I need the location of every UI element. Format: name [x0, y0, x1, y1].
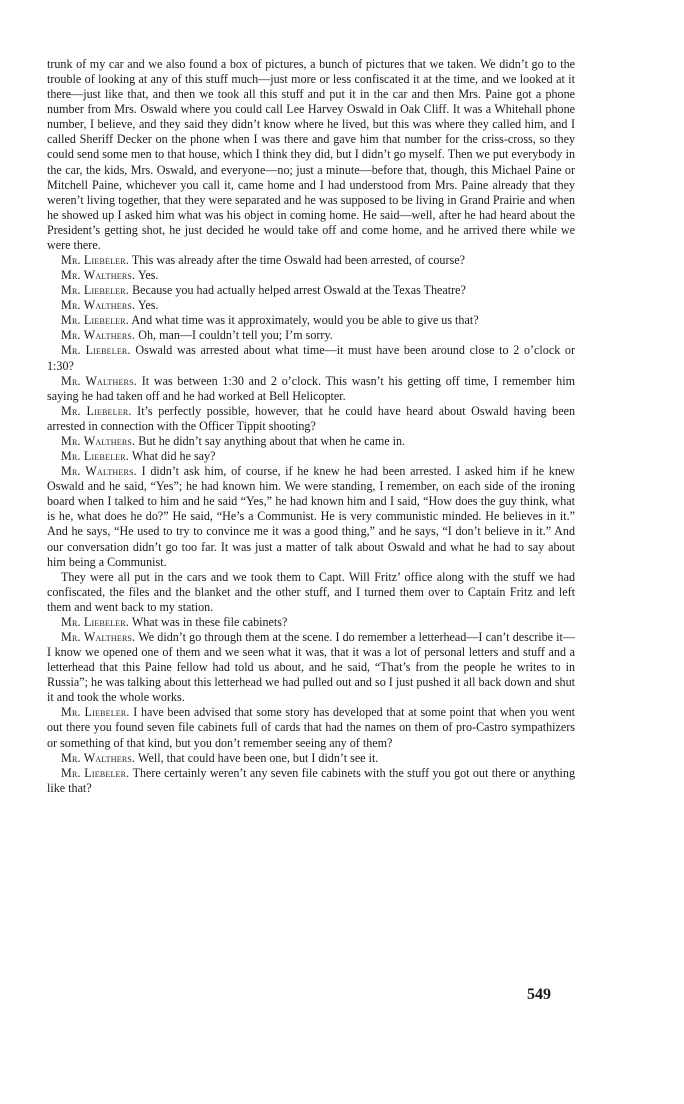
exchange-text: This was already after the time Oswald had been arrested, of course?	[131, 253, 465, 268]
page-number: 549	[527, 986, 551, 1003]
speaker-label: Mr. Walthers.	[61, 464, 137, 479]
exchange-text: It was between 1:30 and 2 o’clock. This wasn’t his getting off time, I remember him saying he had taken off and he had worked at Bell Helicopter.	[47, 373, 575, 403]
exchange-paragraph	[47, 268, 575, 283]
speaker-label: Mr. Liebeler.	[61, 253, 130, 268]
exchange-text: And what time was it approximately, would you be able to give us that?	[131, 313, 479, 328]
speaker-label: Mr. Liebeler.	[61, 449, 130, 464]
exchange-text: They were all put in the cars and we took them to Capt. Will Fritz’ office along with the stuff we had confiscated, the files and the blanket and the other stuff, and I turned them over to Captain Fritz and left them and went back to my station.	[47, 569, 575, 614]
exchange-text: I didn’t ask him, of course, if he knew he had been arrested. I asked him if he knew Oswald and he said, “Yes”; he had known him. We were standing, I remember, on each side of the ironing board when I talked to him and he said “Yes,” he had known him and I said, “How does the guy think, what is he, what does he do?” He said, “He’s a Communist. He is very communistic minded. He believes in it.” And he says, “He used to try to convince me it was a good thing,” and he says, “I don’t believe in it.” And our conversation didn’t go too far. It was just a matter of talk about Oswald and what he had to say about him being a Communist.	[47, 464, 575, 569]
exchange-paragraph	[47, 328, 575, 343]
exchange-paragraph	[47, 464, 575, 570]
speaker-label: Mr. Walthers.	[61, 433, 136, 448]
exchange-text: What was in these file cabinets?	[131, 614, 288, 629]
exchange-paragraph	[47, 313, 575, 328]
speaker-label: Mr. Walthers.	[61, 750, 136, 765]
exchange-paragraph	[47, 630, 575, 705]
exchange-paragraph	[47, 434, 575, 449]
speaker-label: Mr. Walthers.	[61, 268, 136, 283]
exchange-paragraph	[47, 298, 575, 313]
exchange-paragraph	[47, 343, 575, 373]
exchange-paragraph	[47, 766, 575, 796]
exchange-paragraph	[47, 374, 575, 404]
exchange-text: Because you had actually helped arrest Oswald at the Texas Theatre?	[132, 283, 466, 298]
exchange-text: I have been advised that some story has developed that at some point that when you went out there you found seven file cabinets full of cards that had the names on them of pro-Castro sympathizers or something of that kind, but you don’t remember seeing any of them?	[47, 705, 576, 750]
exchange-text: Yes.	[137, 268, 159, 283]
exchange-text: There certainly weren’t any seven file cabinets with the stuff you got out there or anything like that?	[47, 765, 576, 795]
exchange-text: Yes.	[137, 298, 159, 313]
exchange-paragraph	[47, 705, 575, 750]
exchange-text: It’s perfectly possible, however, that he could have heard about Oswald having been arrested in connection with the Officer Tippit shooting?	[47, 403, 576, 433]
speaker-label: Mr. Liebeler.	[61, 343, 131, 358]
opening-paragraph: trunk of my car and we also found a box of pictures, a bunch of pictures that we taken. We didn’t go to the trouble of looking at any of this stuff much—just more or less confiscated it at the time, and we looked at it there—just like that, and then we took all this stuff and put it in the car and then Mrs. Paine got a phone number from Mrs. Oswald where you could call Lee Harvey Oswald in Oak Cliff. It was a Whitehall phone number, I believe, and they said they didn’t know where he lived, but this was where they called him, and I called Sheriff Decker on the phone when I was there and gave him that number for the criss-cross, so they could send some men to that house, which I think they did, but I didn’t go myself. Then we put everybody in the car, the kids, Mrs. Oswald, and everyone—no; just a minute—before that, though, this Michael Paine or Mitchell Paine, whichever you call it, came home and I had understood from Mrs. Paine already that they weren’t living together, that they were separated and he was supposed to be living in Grand Prairie and when he showed up I asked him what was his object in coming home. He said—well, after he had heard about the President’s getting shot, he just decided he would take off and come home, and he arrived there while we were there.	[47, 57, 575, 252]
exchange-paragraph	[47, 449, 575, 464]
exchange-text: But he didn’t say anything about that when he came in.	[138, 433, 406, 448]
exchange-paragraph	[47, 404, 575, 434]
exchange-paragraph	[47, 751, 575, 766]
narrative-paragraph	[47, 570, 575, 615]
exchange-paragraph	[47, 283, 575, 298]
speaker-label: Mr. Liebeler.	[61, 283, 130, 298]
speaker-label: Mr. Walthers.	[61, 328, 136, 343]
exchange-text: We didn’t go through them at the scene. I do remember a letterhead—I can’t describe it—I know we opened one of them and we seen what it was, that it was a lot of personal letters and stuff and a letterhead that this Paine fellow had told us about, and he said, “That’s from the people he writes to in Russia”; he was talking about this letterhead we had pulled out and so I just pushed it all back down and shut it and took the whole works.	[47, 629, 575, 705]
speaker-label: Mr. Liebeler.	[61, 614, 130, 629]
speaker-label: Mr. Liebeler.	[61, 313, 130, 328]
speaker-label: Mr. Liebeler.	[61, 765, 130, 780]
speaker-label: Mr. Walthers.	[61, 629, 136, 644]
exchange-paragraph	[47, 253, 575, 268]
speaker-label: Mr. Liebeler.	[61, 403, 132, 418]
exchange-text: Well, that could have been one, but I didn’t see it.	[138, 750, 379, 765]
exchange-text: Oh, man—I couldn’t tell you; I’m sorry.	[138, 328, 333, 343]
speaker-label: Mr. Walthers.	[61, 298, 136, 313]
exchange-text: What did he say?	[131, 449, 216, 464]
speaker-label: Mr. Liebeler.	[61, 705, 130, 720]
testimony-text	[47, 57, 575, 796]
speaker-label: Mr. Walthers.	[61, 373, 137, 388]
exchange-paragraph	[47, 615, 575, 630]
exchange-text: Oswald was arrested about what time—it must have been around close to 2 o’clock or 1:30?	[47, 343, 575, 373]
